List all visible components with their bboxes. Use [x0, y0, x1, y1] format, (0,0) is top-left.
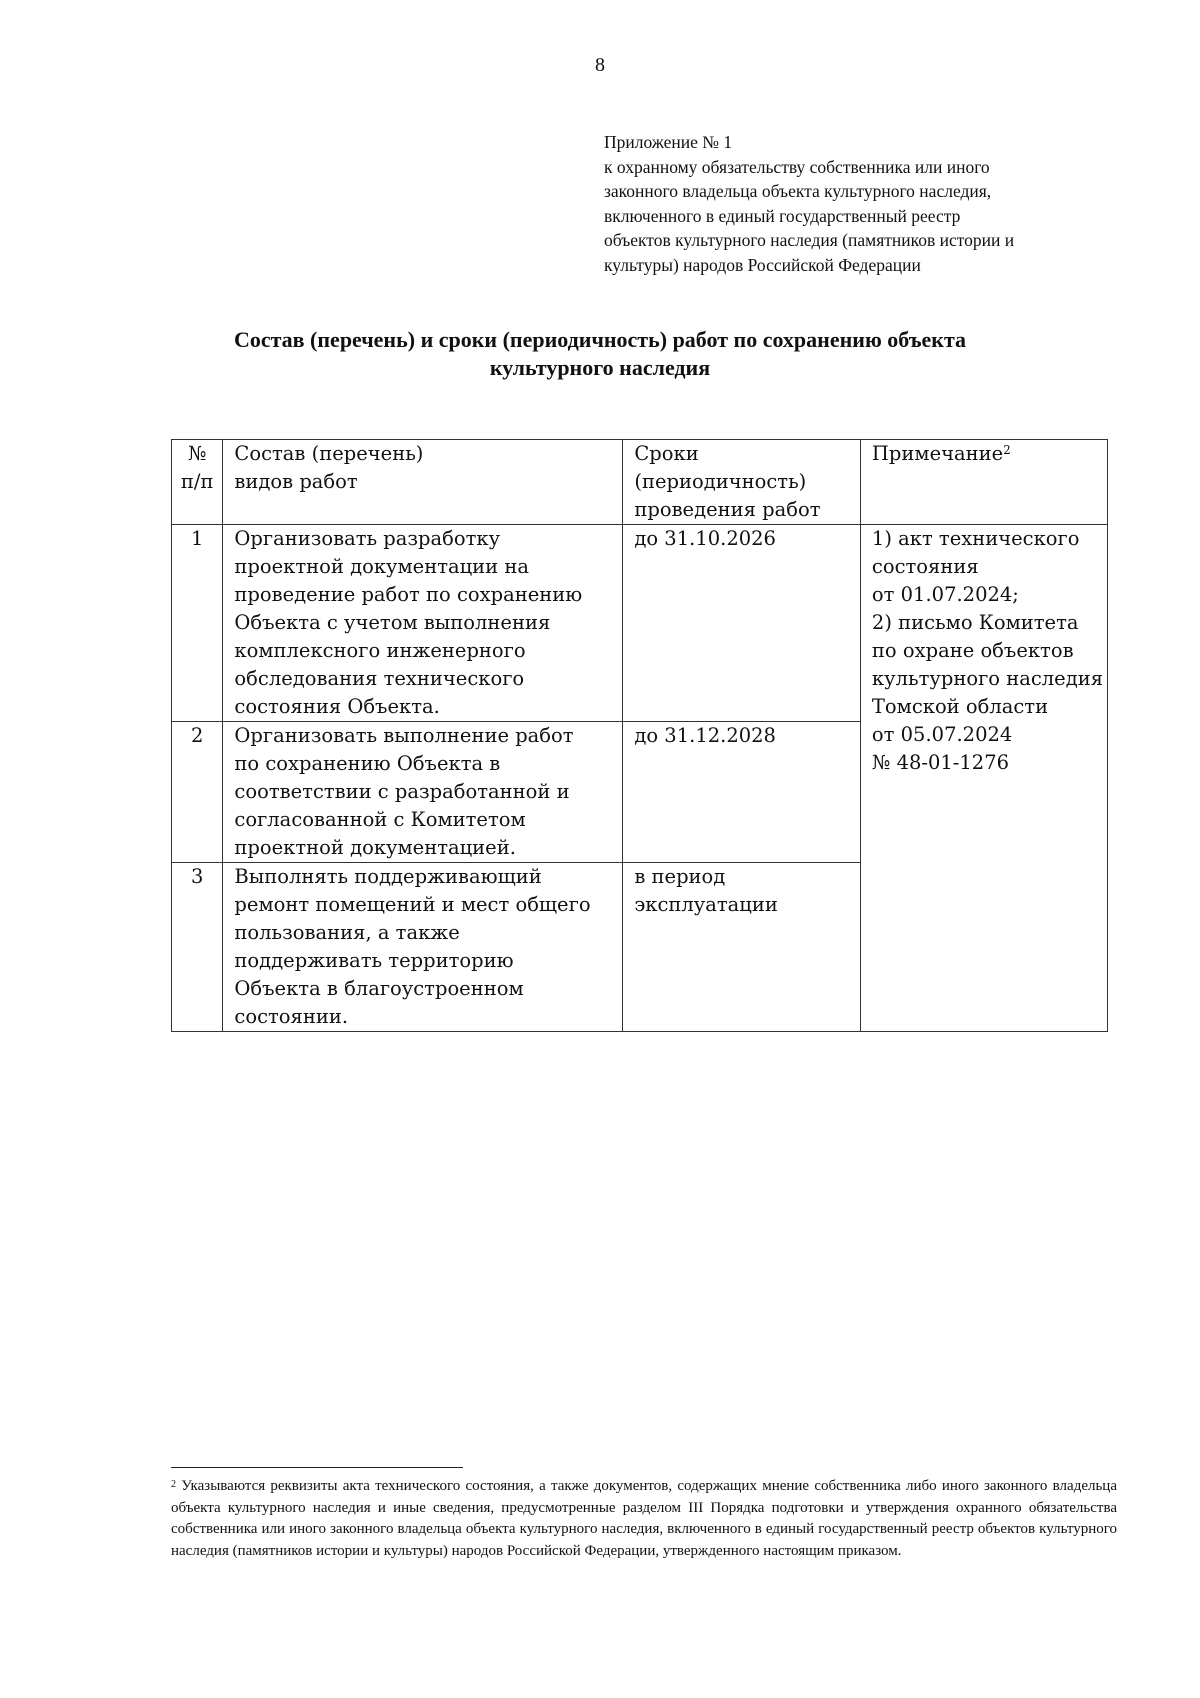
- footnote-divider: [171, 1467, 463, 1468]
- footnote-text: Указываются реквизиты акта технического состояния, а также документов, содержащих мнение собственника либо иного законного владельца объекта культурного наследия и иные сведения, предусмотренные разделом III Порядка подготовки и утверждения охранного обязательства собственника или иного законного владельца объекта культурного наследия, включенного в единый государственный реестр объектов культурного наследия (памятников истории и культуры) народов Российской Федерации, утвержденного настоящим приказом.: [171, 1478, 1117, 1559]
- note-cell: 1) акт технического состояния от 01.07.2024; 2) письмо Комитета по охране объектов культурного наследия Томской области от 05.07.2024 № 48-01-1276: [860, 525, 1107, 1032]
- works-table: [171, 439, 1108, 1032]
- appendix-line: культуры) народов Российской Федерации: [604, 254, 921, 275]
- row-number: 2: [172, 722, 223, 863]
- table-header-row: [172, 440, 1108, 525]
- row-terms: в период эксплуатации: [623, 863, 861, 1032]
- appendix-heading: Приложение № 1: [604, 132, 733, 152]
- appendix-line: включенного в единый государственный реестр: [604, 205, 961, 226]
- table-row: [172, 525, 1108, 722]
- footnote-ref[interactable]: 2: [1003, 443, 1011, 457]
- row-works: Организовать разработку проектной документации на проведение работ по сохранению Объекта с учетом выполнения комплексного инженерного обследования технического состояния Объекта.: [223, 525, 623, 722]
- appendix-line: к охранному обязательству собственника или иного: [604, 156, 990, 177]
- header-terms: Сроки (периодичность) проведения работ: [623, 440, 861, 525]
- title-line-2: культурного наследия: [489, 355, 711, 380]
- document-title: [0, 326, 1200, 382]
- row-number: 3: [172, 863, 223, 1032]
- page-number: 8: [595, 54, 605, 76]
- row-works: Выполнять поддерживающий ремонт помещений и мест общего пользования, а также поддерживать территорию Объекта в благоустроенном состоянии.: [223, 863, 623, 1032]
- header-note: Примечание$^2$: [860, 440, 1107, 525]
- appendix-header: [604, 130, 1104, 277]
- footnote-marker: 2: [171, 1479, 176, 1490]
- header-number: № п/п: [172, 440, 223, 525]
- row-number: 1: [172, 525, 223, 722]
- appendix-line: объектов культурного наследия (памятников истории и: [604, 230, 1015, 250]
- row-terms: до 31.12.2028: [623, 722, 861, 863]
- title-line-1: Состав (перечень) и сроки (периодичность) работ по сохранению объекта: [233, 327, 967, 352]
- row-terms: до 31.10.2026: [623, 525, 861, 722]
- header-works: Состав (перечень) видов работ: [223, 440, 623, 525]
- footnote: [171, 1476, 1117, 1562]
- row-works: Организовать выполнение работ по сохранению Объекта в соответствии с разработанной и согласованной с Комитетом проектной документацией.: [223, 722, 623, 863]
- appendix-line: законного владельца объекта культурного наследия,: [604, 181, 992, 201]
